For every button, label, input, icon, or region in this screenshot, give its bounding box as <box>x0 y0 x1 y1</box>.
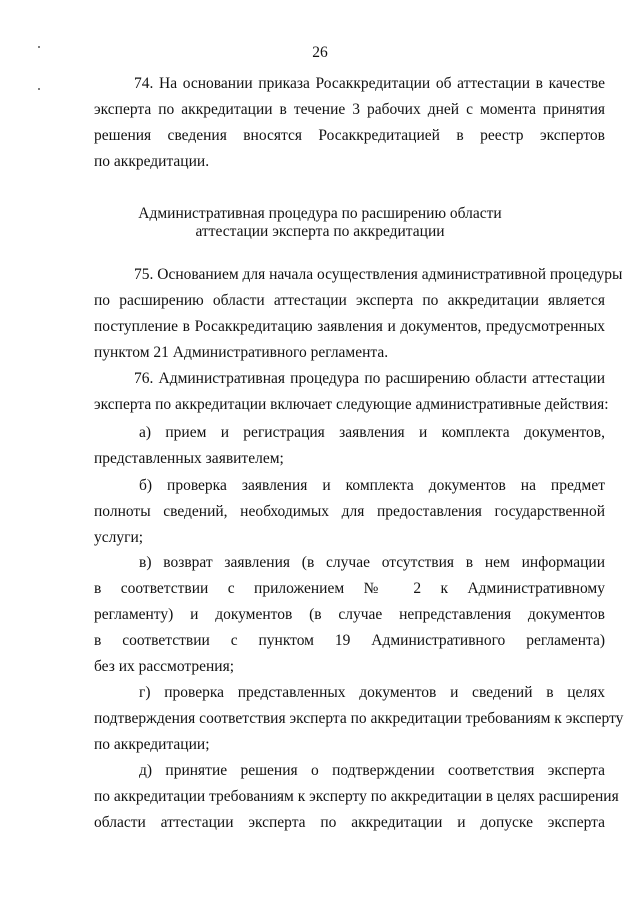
text-line: области аттестации эксперта по аккредитации и допуске эксперта <box>94 814 605 831</box>
page-number: 26 <box>312 44 328 61</box>
text-line: по аккредитации; <box>94 736 210 753</box>
section-heading: Административная процедура по расширению области <box>138 205 502 222</box>
text-line: эксперта по аккредитации включает следующие административные действия: <box>94 396 609 413</box>
text-line: по аккредитации. <box>94 153 210 170</box>
text-line: в соответствии с приложением № 2 к Административному <box>94 580 605 597</box>
text-line: без их рассмотрения; <box>94 658 235 675</box>
text-line: по аккредитации требованиям к эксперту по аккредитации в целях расширения <box>94 788 619 805</box>
text-line: г) проверка представленных документов и сведений в целях <box>139 684 605 701</box>
text-line: д) принятие решения о подтверждении соответствия эксперта <box>139 762 605 779</box>
text-line: а) прием и регистрация заявления и комплекта документов, <box>139 424 605 441</box>
text-line: 76. Административная процедура по расширению области аттестации <box>134 370 605 387</box>
text-line: б) проверка заявления и комплекта документов на предмет <box>139 477 605 494</box>
text-line: полноты сведений, необходимых для предоставления государственной <box>94 503 605 520</box>
text-line: 74. На основании приказа Росаккредитации об аттестации в качестве <box>134 75 605 92</box>
text-line: эксперта по аккредитации в течение 3 рабочих дней с момента принятия <box>94 101 605 118</box>
text-line: решения сведения вносятся Росаккредитацией в реестр экспертов <box>94 127 605 144</box>
text-line: пунктом 21 Административного регламента. <box>94 344 389 361</box>
text-line: подтверждения соответствия эксперта по аккредитации требованиям к эксперту <box>94 710 624 727</box>
text-line: по расширению области аттестации эксперта по аккредитации является <box>94 292 605 309</box>
text-line: поступление в Росаккредитацию заявления и документов, предусмотренных <box>94 318 605 335</box>
text-line: регламенту) и документов (в случае непредставления документов <box>94 606 605 623</box>
text-line: представленных заявителем; <box>94 450 284 467</box>
scan-speck <box>38 88 40 90</box>
text-line: услуги; <box>94 529 144 546</box>
text-line: 75. Основанием для начала осуществления административной процедуры <box>134 266 623 283</box>
text-line: в) возврат заявления (в случае отсутствия в нем информации <box>139 554 605 571</box>
text-line: в соответствии с пунктом 19 Административного регламента) <box>94 632 605 649</box>
section-heading: аттестации эксперта по аккредитации <box>195 223 445 240</box>
